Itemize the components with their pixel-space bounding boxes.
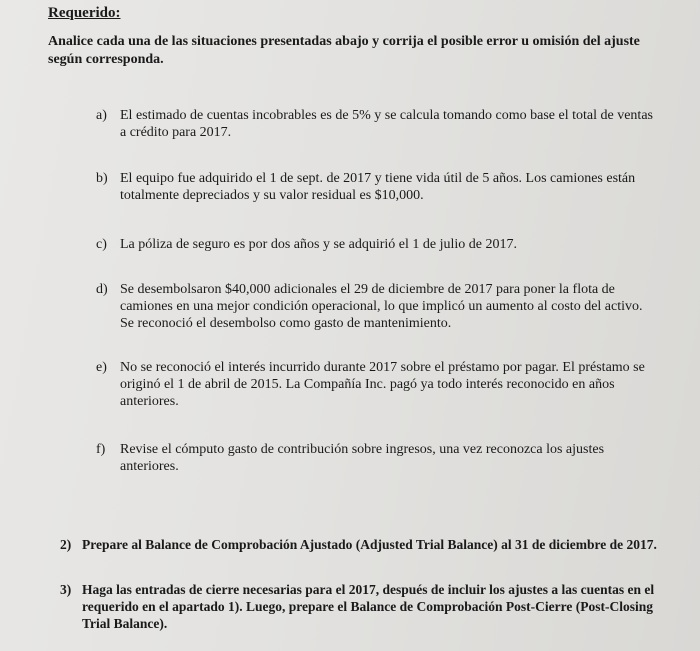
- item-b: [96, 170, 656, 204]
- item-e: [96, 359, 656, 410]
- item-text: No se reconoció el interés incurrido durante 2017 sobre el préstamo por pagar. El préstamo se originó el 1 de abril de 2015. La Compañía Inc. pagó ya todo interés reconocido en años anteriores.: [120, 360, 645, 409]
- item-letter: e): [96, 360, 107, 375]
- item-letter: b): [96, 171, 108, 186]
- question-3: [60, 581, 660, 632]
- item-f: [96, 441, 656, 475]
- item-letter: d): [96, 282, 108, 297]
- question-text: Prepare al Balance de Comprobación Ajustado (Adjusted Trial Balance) al 31 de diciembre de 2017.: [82, 537, 657, 552]
- item-text: El equipo fue adquirido el 1 de sept. de 2017 y tiene vida útil de 5 años. Los camiones están totalmente depreciados y su valor residual es $10,000.: [120, 171, 636, 203]
- item-d: [96, 281, 656, 332]
- item-c: [96, 236, 656, 253]
- question-2: [60, 536, 660, 553]
- item-letter: a): [96, 108, 107, 123]
- item-letter: c): [96, 237, 107, 252]
- item-a: [96, 107, 656, 141]
- instructions-text: Analice cada una de las situaciones presentadas abajo y corrija el posible error u omisión del ajuste según corresponda.: [48, 34, 640, 67]
- question-text: Haga las entradas de cierre necesarias para el 2017, después de incluir los ajustes a las cuentas en el requerido en el apartado 1). Luego, prepare el Balance de Comprobación Post-Cierre (Post-Closing Trial Balance).: [82, 582, 655, 631]
- item-text: Se desembolsaron $40,000 adicionales el 29 de diciembre de 2017 para poner la flota de camiones en una mejor condición operacional, lo que implicó un aumento al costo del activo. Se reconoció el desembolso como gasto de mantenimiento.: [120, 282, 643, 331]
- question-number: 3): [60, 582, 72, 597]
- item-letter: f): [96, 442, 106, 457]
- item-text: La póliza de seguro es por dos años y se adquirió el 1 de julio de 2017.: [120, 237, 517, 252]
- item-text: Revise el cómputo gasto de contribución sobre ingresos, una vez reconozca los ajustes anteriores.: [120, 442, 605, 474]
- item-text: El estimado de cuentas incobrables es de 5% y se calcula tomando como base el total de ventas a crédito para 2017.: [120, 108, 653, 140]
- requirement-heading: Requerido:: [48, 5, 121, 21]
- question-number: 2): [60, 537, 72, 552]
